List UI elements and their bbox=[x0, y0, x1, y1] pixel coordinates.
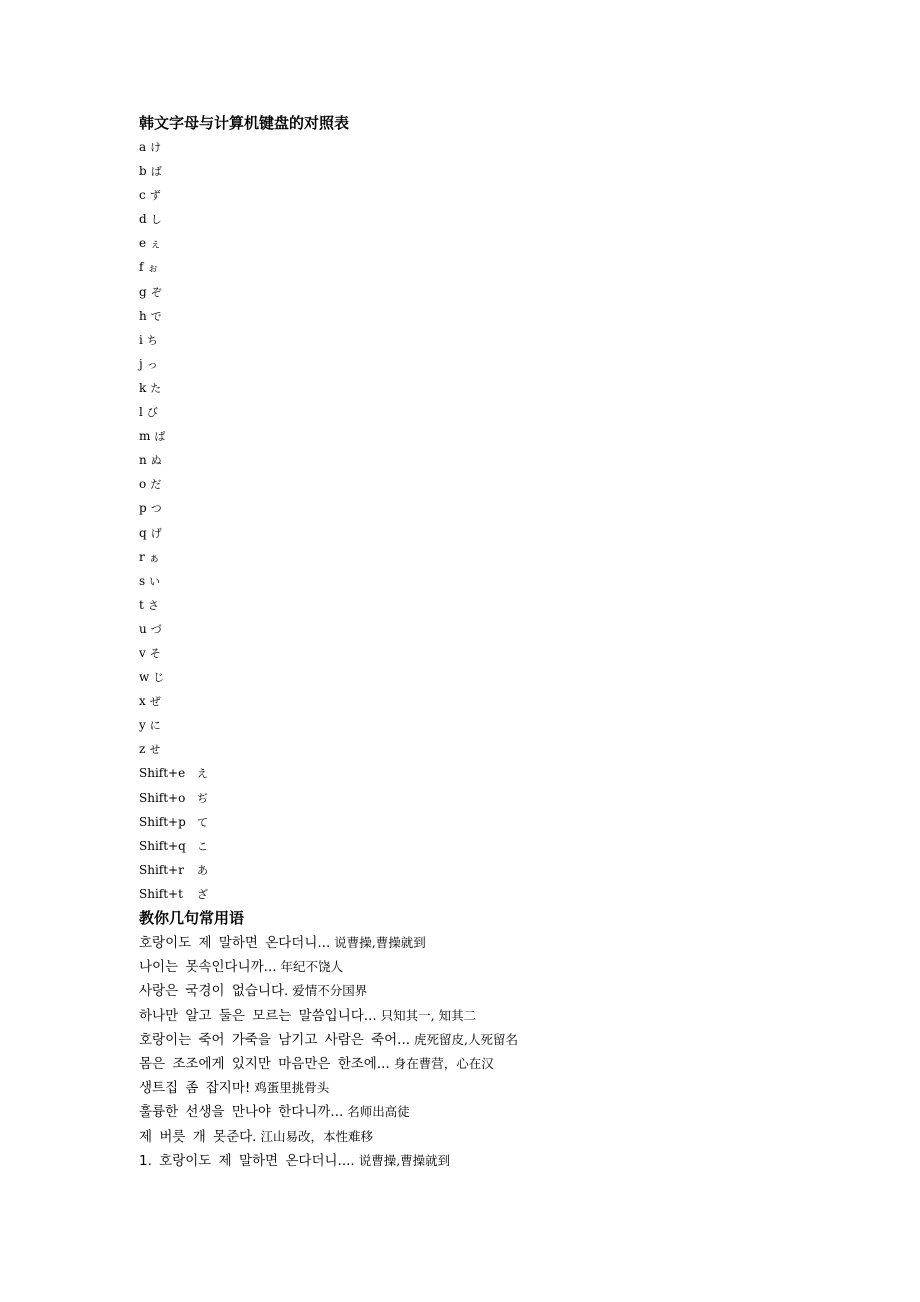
korean-phrase: 나이는 못속인다니까... bbox=[139, 959, 277, 976]
korean-phrase: 몸은 조조에게 있지만 마음만은 한조에... bbox=[139, 1055, 390, 1072]
key-label: o bbox=[139, 477, 147, 492]
key-map-row bbox=[139, 545, 839, 569]
key-label: f bbox=[139, 260, 144, 275]
key-map-row bbox=[139, 617, 839, 641]
jamo-label: じ bbox=[153, 671, 165, 685]
jamo-label: せ bbox=[149, 743, 161, 757]
jamo-label: け bbox=[150, 141, 162, 154]
phrase-row bbox=[139, 954, 839, 978]
korean-phrase: 호랑이는 죽어 가죽을 남기고 사람은 죽어... bbox=[139, 1031, 411, 1048]
key-label: Shift+p bbox=[139, 814, 186, 829]
key-label: w bbox=[139, 670, 150, 685]
chinese-translation: 只知其一, 知其二 bbox=[380, 1007, 477, 1023]
key-label: Shift+o bbox=[139, 790, 186, 805]
phrase-row bbox=[139, 930, 839, 954]
jamo-label: つ bbox=[150, 502, 162, 516]
key-map-row bbox=[139, 280, 839, 304]
key-map-row bbox=[139, 231, 839, 255]
key-map-row bbox=[139, 424, 839, 448]
key-label: a bbox=[139, 140, 147, 154]
key-label: l bbox=[139, 405, 143, 420]
key-map-row bbox=[139, 255, 839, 279]
shift-map-row bbox=[139, 810, 839, 834]
phrases-heading: 教你几句常用语 bbox=[139, 909, 245, 927]
jamo-label: だ bbox=[150, 478, 162, 492]
shift-map-row bbox=[139, 834, 839, 858]
key-label: b bbox=[139, 164, 147, 179]
korean-phrase: 제 버릇 개 못준다. bbox=[139, 1128, 257, 1145]
page-title: 韩文字母与计算机键盘的对照表 bbox=[139, 114, 350, 132]
chinese-translation: 虎死留皮,人死留名 bbox=[414, 1031, 519, 1047]
key-label: Shift+t bbox=[139, 886, 183, 901]
jamo-label: び bbox=[146, 406, 158, 420]
korean-phrase: 사랑은 국경이 없습니다. bbox=[139, 983, 289, 1000]
chinese-translation: 名师出高徒 bbox=[347, 1104, 410, 1120]
jamo-label: づ bbox=[150, 622, 162, 636]
jamo-label: ぜ bbox=[149, 695, 161, 709]
key-label: u bbox=[139, 621, 147, 636]
key-label: Shift+r bbox=[139, 862, 184, 877]
phrase-row bbox=[139, 1027, 839, 1051]
korean-phrase: 훌륭한 선생을 만나야 한다니까... bbox=[139, 1104, 344, 1121]
key-label: x bbox=[139, 694, 146, 709]
korean-phrase: 1. 호랑이도 제 말하면 온다더니.... bbox=[139, 1152, 355, 1169]
jamo-label: で bbox=[150, 309, 162, 323]
jamo-label: ば bbox=[150, 165, 162, 179]
key-label: j bbox=[139, 356, 143, 371]
shift-map-row bbox=[139, 761, 839, 785]
phrase-row bbox=[139, 1148, 839, 1172]
key-map-row bbox=[139, 569, 839, 593]
jamo-label: あ bbox=[197, 863, 208, 877]
key-map-row bbox=[139, 593, 839, 617]
key-map-row bbox=[139, 448, 839, 472]
key-map-row bbox=[139, 472, 839, 496]
key-map-list bbox=[139, 135, 839, 906]
chinese-translation: 爱情不分国界 bbox=[292, 983, 368, 999]
key-map-row bbox=[139, 183, 839, 207]
jamo-label: げ bbox=[150, 526, 162, 540]
jamo-label: た bbox=[150, 381, 162, 395]
jamo-label: て bbox=[197, 815, 208, 829]
jamo-label: ず bbox=[149, 189, 161, 203]
korean-phrase: 하나만 알고 둘은 모르는 말씀입니다... bbox=[139, 1007, 377, 1024]
jamo-label: し bbox=[150, 213, 162, 227]
phrase-row bbox=[139, 1099, 839, 1123]
key-map-row bbox=[139, 665, 839, 689]
key-map-row bbox=[139, 304, 839, 328]
jamo-label: え bbox=[197, 767, 208, 781]
key-label: p bbox=[139, 501, 147, 516]
key-map-row bbox=[139, 207, 839, 231]
key-label: Shift+q bbox=[139, 838, 186, 853]
jamo-label: ざ bbox=[197, 887, 208, 901]
jamo-label: そ bbox=[149, 646, 161, 660]
key-map-row bbox=[139, 496, 839, 520]
shift-map-row bbox=[139, 858, 839, 882]
jamo-label: ち bbox=[146, 333, 158, 347]
jamo-label: ぇ bbox=[150, 237, 162, 251]
key-label: z bbox=[139, 742, 146, 757]
key-map-row bbox=[139, 352, 839, 376]
korean-phrase: 호랑이도 제 말하면 온다더니... bbox=[139, 935, 331, 951]
key-label: i bbox=[139, 332, 143, 347]
jamo-label: ぁ bbox=[148, 550, 160, 564]
korean-phrase: 생트집 좀 잡지마! bbox=[139, 1080, 251, 1097]
key-map-row bbox=[139, 135, 839, 159]
shift-map-row bbox=[139, 786, 839, 810]
key-label: d bbox=[139, 212, 147, 227]
jamo-label: に bbox=[149, 719, 161, 733]
jamo-label: ぉ bbox=[147, 261, 159, 275]
phrase-list bbox=[139, 930, 839, 1172]
key-map-row bbox=[139, 713, 839, 737]
chinese-translation: 说曹操,曹操就到 bbox=[334, 935, 426, 950]
jamo-label: ぱ bbox=[154, 430, 166, 444]
key-map-row bbox=[139, 641, 839, 665]
key-label: m bbox=[139, 429, 151, 444]
key-label: s bbox=[139, 573, 146, 588]
shift-map-row bbox=[139, 882, 839, 906]
chinese-translation: 身在曹营，心在汉 bbox=[393, 1055, 494, 1071]
key-label: c bbox=[139, 188, 146, 203]
jamo-label: ぬ bbox=[150, 454, 162, 468]
key-label: t bbox=[139, 597, 144, 612]
phrase-row bbox=[139, 1075, 839, 1099]
key-label: e bbox=[139, 236, 147, 251]
key-map-row bbox=[139, 737, 839, 761]
jamo-label: ぞ bbox=[150, 285, 162, 299]
key-map-row bbox=[139, 328, 839, 352]
key-label: y bbox=[139, 718, 146, 733]
phrase-row bbox=[139, 1003, 839, 1027]
phrase-row bbox=[139, 978, 839, 1002]
key-label: q bbox=[139, 525, 147, 540]
key-label: h bbox=[139, 308, 147, 323]
jamo-label: っ bbox=[146, 357, 158, 371]
jamo-label: ぢ bbox=[197, 791, 208, 805]
key-label: r bbox=[139, 549, 145, 564]
key-map-row bbox=[139, 400, 839, 424]
chinese-translation: 说曹操,曹操就到 bbox=[358, 1152, 451, 1168]
key-label: g bbox=[139, 284, 147, 299]
key-map-row bbox=[139, 159, 839, 183]
chinese-translation: 鸡蛋里挑骨头 bbox=[254, 1080, 330, 1096]
phrase-row bbox=[139, 1051, 839, 1075]
phrase-row bbox=[139, 1124, 839, 1148]
jamo-label: さ bbox=[147, 598, 159, 612]
chinese-translation: 江山易改，本性难移 bbox=[260, 1128, 373, 1144]
chinese-translation: 年纪不饶人 bbox=[280, 959, 344, 975]
jamo-label: い bbox=[149, 574, 161, 588]
key-map-row bbox=[139, 521, 839, 545]
key-label: k bbox=[139, 380, 147, 395]
document-page bbox=[139, 111, 839, 1172]
key-label: n bbox=[139, 453, 147, 468]
key-label: Shift+e bbox=[139, 766, 186, 781]
key-map-row bbox=[139, 689, 839, 713]
key-map-row bbox=[139, 376, 839, 400]
key-label: v bbox=[139, 645, 146, 660]
jamo-label: こ bbox=[197, 839, 208, 853]
